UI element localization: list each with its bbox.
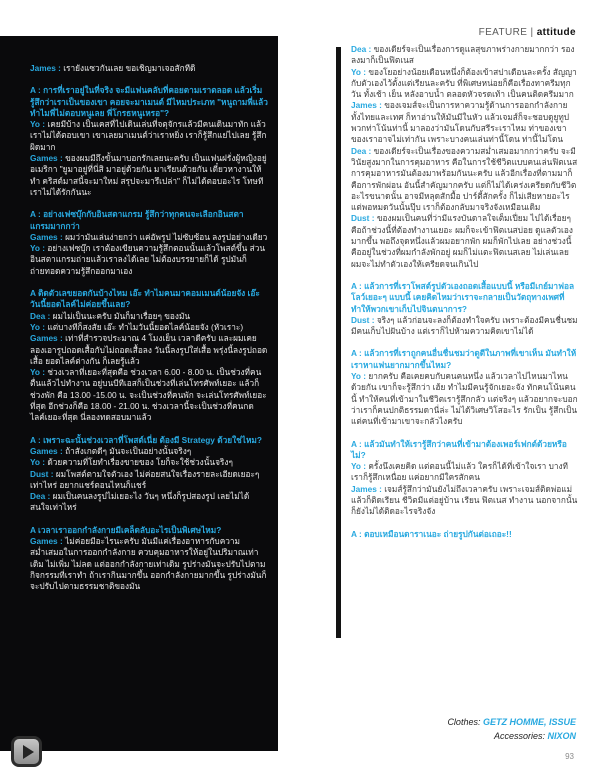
- answer-paragraph: [30, 367, 268, 423]
- fashion-credits: [447, 715, 576, 743]
- paragraph-text: ตอบเหมือนดาราเนอะ ถ่ายรูปกันต่อเถอะ!!: [364, 528, 512, 539]
- speaker-label: Yo :: [351, 66, 369, 77]
- speaker-label: A :: [351, 348, 365, 359]
- header-separator: |: [530, 27, 534, 38]
- answer-paragraph: [351, 100, 579, 145]
- speaker-label: Yo :: [351, 371, 369, 382]
- speaker-label: Dea :: [351, 44, 374, 54]
- paragraph-text: ด้วยความที่โยทำเรื่องขายของ โยก็จะใช้ช่วงนั้นจริงๆ: [47, 457, 233, 468]
- clothes-label: Clothes:: [447, 717, 481, 727]
- speaker-label: Dea :: [351, 145, 374, 156]
- answer-paragraph: [351, 315, 579, 338]
- clothes-brands: GETZ HOMME, ISSUE: [482, 717, 576, 727]
- speaker-label: A: [30, 524, 38, 535]
- question-paragraph: [351, 281, 579, 315]
- paragraph-text: เคยมีบ้าง เป็นเคสที่ไปเดินเล่นที่จตุจักรแล้วมีคนเดินมาทัก แล้วเราไม่ได้ตอบเขา เขาเลยมาเมนต์ว่าเราหยิ่ง เราก็รู้สึกแย่ไปเลย รู้สึกผิดมาก: [30, 119, 267, 152]
- interview-panel-left: [0, 36, 278, 751]
- play-button[interactable]: [11, 736, 42, 767]
- speaker-label: A :: [30, 434, 44, 445]
- speaker-label: Yo :: [30, 119, 48, 130]
- answer-paragraph: [351, 44, 579, 67]
- speaker-label: Dust :: [30, 468, 56, 479]
- speaker-label: A :: [351, 438, 365, 449]
- speaker-label: A :: [30, 85, 44, 96]
- answer-paragraph: [351, 67, 579, 101]
- speaker-label: Dea :: [30, 491, 53, 502]
- speaker-label: Games :: [30, 153, 66, 164]
- question-paragraph: [351, 439, 579, 462]
- interview-column-right: [351, 44, 579, 540]
- right-column-paragraphs: [351, 44, 579, 540]
- paragraph-text: ผมโพสต์ตามใจตัวเอง ไม่ค่อยสนใจเรื่องรายละเอียดเยอะๆ เท่าไหร่ อยากแชร์ตอนไหนก็แชร์: [30, 468, 260, 490]
- paragraph-text: การที่เราอยู่ในที่จริง จะมีแฟนคลับที่คอยตามเราตลอด แล้วเริ่มรู้สึกว่าเราเป็นของเขา คอยจะมาเมนต์ มีไหมประเภท "หนูถามพี่แล้วทำไมพี่ไม่ตอบหนูเลย พี่โกรธหนูเหรอ"?: [30, 85, 268, 118]
- question-paragraph: [30, 85, 268, 119]
- accessories-credit: [447, 729, 576, 743]
- paragraph-text: เจมส์รู้สึกว่ามันยังไม่ถึงเวลาครับ เพราะเจมส์ติดพ่อแม่ แล้วก็ติดเรียน ชีวิตมีแต่อยู่บ้าน เรียน ฟิตเนส ทำงาน นอกจากนั้นก็ยังไม่ได้ติดอะไรจริงจัง: [351, 483, 578, 517]
- answer-paragraph: [30, 491, 268, 514]
- paragraph-text: ผมเป็นคนลงรูปไม่เยอะไง วันๆ หนึ่งก็รูปสองรูป เลยไม่ได้สนใจเท่าไหร่: [30, 491, 250, 513]
- speaker-label: Yo :: [30, 321, 48, 332]
- speaker-label: A :: [351, 528, 365, 539]
- question-paragraph: [30, 525, 268, 536]
- speaker-label: Games :: [30, 445, 66, 456]
- paragraph-text: ถ้าสังเกตดีๆ มันจะเป็นอย่างนั้นจริงๆ: [65, 445, 192, 456]
- paragraph-text: ผมไม่เป็นนะครับ มันก็มาเรื่อยๆ ของมัน: [52, 310, 191, 321]
- answer-paragraph: [30, 243, 268, 277]
- paragraph-text: ยากครับ คือเคยคบกับคนคนหนึ่ง แล้วเวลาไปไหนมาไหนด้วยกัน เขาก็จะรู้สึกว่า เฮ้ย ทำไมมีคนรู้จักเยอะจัง ทักคนโน้นคนนี้ ทำให้คนที่เข้ามาในชีวิตเรารู้สึกกลัว แต่จริงๆ แล้วอยากจะบอกว่าเราก็คนปกติธรรมดานี่ล่ะ ไม่ได้วิเศษวิโสอะไร รักเป็น รู้สึกเป็น แต่คนที่เข้ามาเขาจะกลัวไงครับ: [351, 371, 578, 427]
- paragraph-text: ของผมเป็นคนที่ว่ามีแรงบันดาลใจเต็มเปี่ยม ไปได้เรื่อยๆ คือถ้าช่วงนี้ที่ต้องทำงานเยอะ ผมก็จะเข้าฟิตเนสบ่อย ดูแลตัวเองมากขึ้น พอถึงจุดหนึ่งแล้วผมอยากพัก ผมก็พักไปเลย อย่างช่วงนี้คืออยู่ในช่วงที่ผมกำลังพักอยู่ ผมก็ไม่แตะฟิตเนสเลย ไม่เล่นเลย ผมจะไม่ทำตัวเองให้เครียดจนเกินไป: [351, 213, 573, 269]
- paragraph-text: ครั้งนึงเคยคิด แต่ตอนนี้ไม่แล้ว ใครก็ได้ที่เข้าใจเรา บางทีเราก็รู้สึกเหนื่อย แค่อยากมีใครสักคน: [351, 461, 569, 483]
- left-column-paragraphs: [30, 63, 268, 592]
- question-paragraph: [30, 435, 268, 446]
- answer-paragraph: [351, 484, 579, 518]
- answer-paragraph: [30, 232, 268, 243]
- feature-header: [479, 27, 576, 38]
- question-paragraph: [351, 529, 579, 540]
- speaker-label: Yo :: [351, 461, 369, 472]
- paragraph-text: อย่างเฟซบุ๊กกับอินสตาแกรม รู้สึกว่าทุกคนจะเลือกอินสตาแกรมมากกว่า: [30, 209, 244, 231]
- section-label: attitude: [536, 27, 576, 38]
- speaker-label: Yo :: [30, 457, 48, 468]
- paragraph-text: แล้วการที่เราถูกคนอื่นชื่นชมว่าดูดีในภาพที่เขาเห็น มันทำให้เราหาแฟนยากมากขึ้นไหม?: [351, 348, 577, 370]
- paragraph-text: ช่วงเวลาที่เยอะที่สุดคือ ช่วงเวลา 6.00 - 8.00 น. เป็นช่วงที่คนตื่นแล้วไปทำงาน อยู่บนบีทีเอสก็เป็นช่วงที่เล่นโทรศัพท์เยอะ แล้วก็ช่วงพัก คือ 13.00 -15.00 น. จะเป็นช่วงที่คนพัก จะเล่นโทรศัพท์เยอะที่สุด อีกช่วงก็คือ 18.00 - 21.00 น. ช่วงเวลานี้จะเป็นช่วงที่คนกดไลค์เยอะที่สุด นี่ลองทดสอบมาแล้ว: [30, 367, 267, 423]
- feature-label: FEATURE: [478, 27, 528, 38]
- page-number: 93: [565, 752, 574, 761]
- answer-paragraph: [30, 469, 268, 492]
- speaker-label: Games :: [30, 231, 66, 242]
- speaker-label: James :: [30, 63, 64, 73]
- answer-paragraph: [351, 461, 579, 484]
- paragraph-text: เท่าที่สำรวจประมาณ 4 โมงเย็น เวลาดีครับ และผมเคยลองเอารูปถอดเสื้อกับไม่ถอดเสื้อลง วันนี้ลงรูปใส่เสื้อ พรุ่งนี้ลงรูปถอดเสื้อ ยอดไลค์ต่างกัน ก็เลยรู้แล้ว: [30, 333, 268, 366]
- answer-paragraph: [30, 457, 268, 468]
- paragraph-text: ของเดียร์จะเป็นเรื่องของความสม่ำเสมอมากกว่าครับ จะมีวินัยสูงมากในการคุมอาหาร คือในการใช้ชีวิตแบบคนเล่นฟิตเนส การคุมอาหารมันต้องมาพร้อมกันนะครับ แล้วอีกเรื่องที่ตามมาก็คือการพักผ่อน อันนี้สำคัญมากครับ แต่ก็ไม่ได้เคร่งเครียดกับชีวิตอะไรขนาดนั้น อาจมีหลุดสักมื้อ ปาร์ตี้สักครั้ง ก็ไม่เสียหายอะไร แต่พอหมดวันนั้นปุ๊บ เราก็ต้องกลับมาจริงจังเหมือนเดิม: [351, 145, 578, 213]
- column-rule: [336, 47, 341, 638]
- answer-paragraph: [30, 536, 268, 592]
- speaker-label: A :: [351, 280, 365, 291]
- answer-paragraph: [351, 146, 579, 214]
- clothes-credit: [447, 715, 576, 729]
- answer-paragraph: [351, 213, 579, 269]
- answer-paragraph: [351, 371, 579, 427]
- paragraph-text: แล้วมันทำให้เรารู้สึกว่าคนที่เข้ามาต้องเพอร์เฟกต์ด้วยหรือไม่?: [351, 438, 567, 460]
- paragraph-text: เพราะฉะนั้นช่วงเวลาที่โพสต์เนี่ย ต้องมี Strategy ด้วยใช่ไหม?: [43, 434, 262, 445]
- accessories-brands: NIXON: [547, 731, 576, 741]
- question-paragraph: [30, 209, 268, 232]
- paragraph-text: ของโยอย่างน้อยเดือนหนึ่งก็ต้องเข้าสปาเดือนละครั้ง สัญญากับตัวเองไว้ตั้งแต่เรียนละครับ ที่พิเศษหน่อยก็คือเรื่องทาครีมทุกวัน ทั้งเช้า เย็น หลังอาบน้ำ ตลอดหัวจรดเท้า เป็นคนติดครีมมาก: [351, 66, 577, 100]
- paragraph-text: ของผมมีถึงขั้นมาบอกรักเลยนะครับ เป็นแฟนฝรั่งผู้หญิงอยู่อเมริกา "ยูมาอยู่ที่นี่สิ มาอยู่ด้วยกัน มาเรียนด้วยกัน เดี๋ยวหางานให้ทำ คริสต์มาสนี้จะมาใหม่ สรุปจะมารึเปล่า" ก็ไม่ได้ตอบอะไร โทษทีเราไม่ได้รักกันนะ: [30, 153, 267, 197]
- answer-paragraph: [30, 322, 268, 333]
- paragraph-text: แล้วการที่เราโพสต์รูปตัวเองถอดเสื้อแบบนี้ หรือมีเกย์มาฟอลโลว์เยอะๆ แบบนี้ เคยคิดไหมว่าเราจะกลายเป็นวัตถุทางเพศที่ทำให้พวกเขาเก็บไปจินตนาการ?: [351, 280, 575, 314]
- paragraph-text: ผมว่ามันเล่นง่ายกว่า แค่อัพรูป ไม่ซับซ้อน ลงรูปอย่างเดียว: [65, 231, 268, 242]
- paragraph-text: ของเจมส์จะเป็นการหาความรู้ด้านการออกกำลังกาย ทั้งไทยและเทศ ก็หาอ่านให้มันมีในหัว แล้วเจมส์ก็จะชอบดูยูทูป พวกท่าโน้นท่านี้ มาลองว่ามันโดนกับสรีระเราไหม ท่าของเขาของเราอาจไม่เท่ากัน เพราะบางคนเล่นท่านี้โดน ท่านี้ไม่โดน: [351, 100, 570, 145]
- paragraph-text: แต่บางทีก็สงสัย เอ๊ะ ทำไมวันนี้ยอดไลค์น้อยจัง (หัวเราะ): [47, 321, 244, 332]
- paragraph-text: ของเดียร์จะเป็นเรื่องการดูแลสุขภาพร่างกายมากกว่า รองลงมาก็เป็นฟิตเนส: [351, 44, 575, 66]
- paragraph-text: ติดตัวเลขยอดกันบ้างไหม เอ๊ะ ทำไมคนมาคอมเมนต์น้อยจัง เอ๊ะ วันนี้ยอดไลค์ไม่ค่อยขึ้นเลย?: [30, 288, 260, 310]
- speaker-label: A :: [30, 209, 44, 220]
- answer-paragraph: [30, 446, 268, 457]
- speaker-label: A: [30, 288, 38, 299]
- question-paragraph: [30, 288, 268, 311]
- speaker-label: James :: [351, 100, 385, 111]
- answer-paragraph: [30, 63, 268, 74]
- play-icon: [23, 745, 34, 759]
- answer-paragraph: [30, 153, 268, 198]
- speaker-label: Games :: [30, 535, 66, 546]
- accessories-label: Accessories:: [493, 731, 545, 741]
- paragraph-text: เวลาเราออกกำลังกายมีเคล็ดลับอะไรเป็นพิเศษไหม?: [38, 524, 222, 535]
- answer-paragraph: [30, 311, 268, 322]
- speaker-label: James :: [351, 483, 385, 494]
- paragraph-text: จริงๆ แล้วก่อนจะลงก็ต้องทำใจครับ เพราะต้องมีคนชื่นชม มีคนเก็บไปฝันบ้าง แต่เราก็ไปห้ามความคิดเขาไม่ได้: [351, 314, 578, 337]
- speaker-label: Yo :: [30, 243, 48, 254]
- speaker-label: Games :: [30, 333, 66, 344]
- paragraph-text: อย่างเฟซบุ๊ก เราต้องเขียนความรู้สึกตอนนั้นแล้วโพสต์ขึ้น ส่วนอินสตาแกรมถ่ายแล้วเราลงได้เลย ไม่ต้องบรรยายก็ได้ รูปมันก็ถ่ายทอดความรู้สึกออกมาเอง: [30, 243, 266, 276]
- speaker-label: Yo :: [30, 367, 48, 378]
- paragraph-text: เรายังแซวกันเลย ขอเชิญมาเจอสักทีดิ: [63, 63, 196, 73]
- speaker-label: Dea :: [30, 310, 53, 321]
- speaker-label: Dust :: [351, 213, 377, 224]
- question-paragraph: [351, 348, 579, 371]
- answer-paragraph: [30, 119, 268, 153]
- speaker-label: Dust :: [351, 314, 377, 325]
- paragraph-text: ไม่ค่อยมีอะไรนะครับ มันมีแค่เรื่องอาหารกับความสม่ำเสมอในการออกกำลังกาย ควบคุมอาหารให้อยู่ในปริมาณเท่าเดิม ไม่เพิ่ม ไม่ลด แต่ออกกำลังกายเท่าเดิม รูปร่างมันจะปรับไปตามกิจกรรมที่เราทำ ถ้าเรากินมากขึ้น ออกกำลังกายมากขึ้น รูปร่างมันก็จะปรับไปตามธรรมชาติของมัน: [30, 535, 267, 592]
- answer-paragraph: [30, 333, 268, 367]
